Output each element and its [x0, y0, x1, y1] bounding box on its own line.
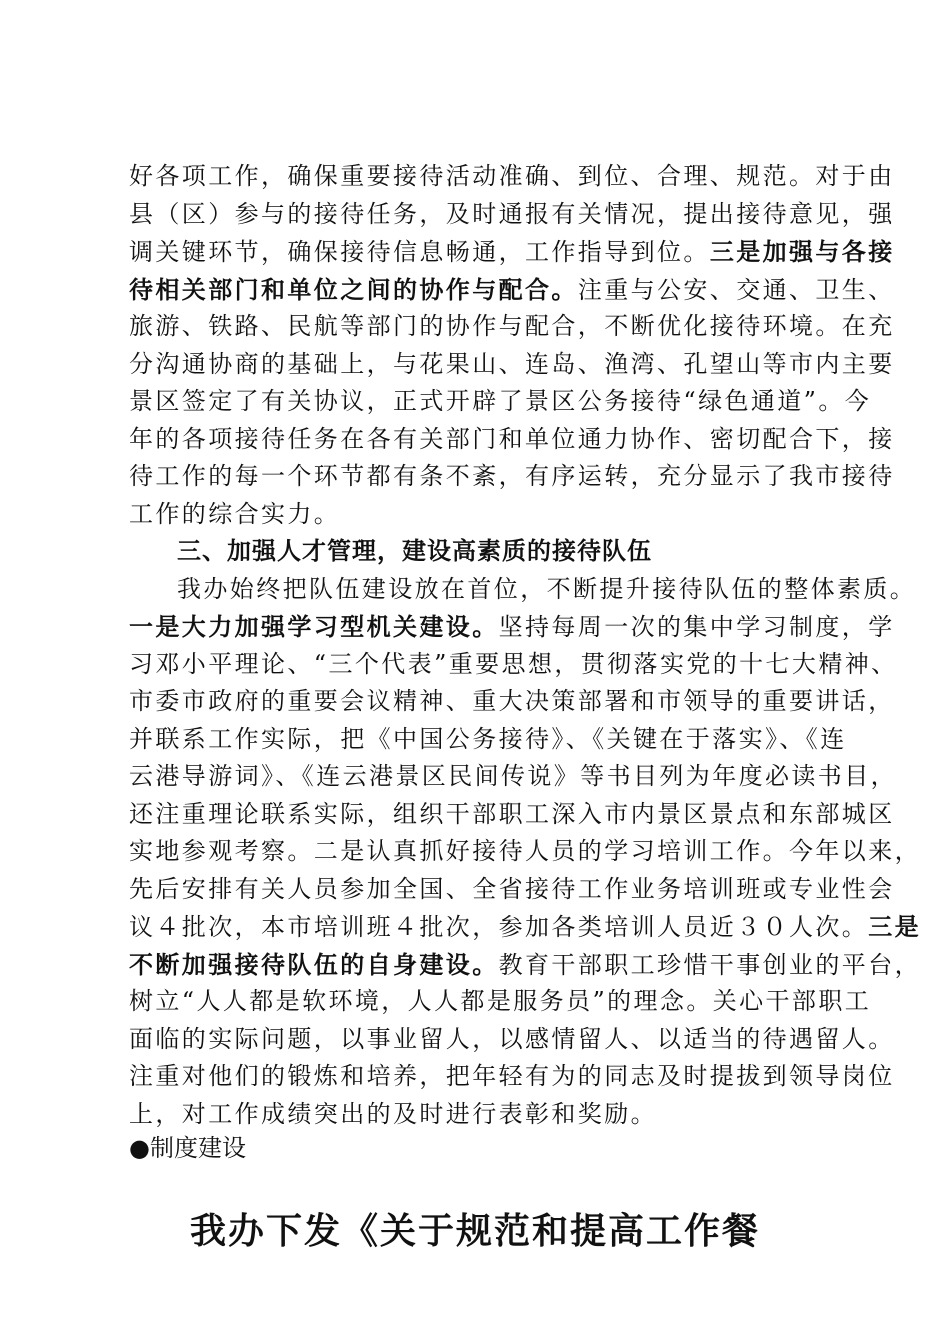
text-run: 注重与公安、交通、卫生、 [577, 275, 895, 304]
text-line: 还注重理论联系实际，组织干部职工深入市内景区景点和东部城区 [129, 799, 895, 828]
text-line: 我办始终把队伍建设放在首位，不断提升接待队伍的整体素质。 [177, 574, 917, 603]
bold-lead-phrase: 不断加强接待队伍的自身建设。 [129, 949, 499, 979]
text-run: 调关键环节，确保接待信息畅通，工作指导到位。 [129, 238, 710, 266]
bold-lead-phrase: 待相关部门和单位之间的协作与配合。 [129, 274, 578, 304]
text-run: 教育干部职工珍惜干事创业的平台， [498, 950, 922, 979]
text-line: 面临的实际问题，以事业留人，以感情留人、以适当的待遇留人。 [129, 1024, 895, 1053]
bold-lead-phrase: 三是 [868, 912, 922, 941]
text-line: 习邓小平理论、“三个代表”重要思想，贯彻落实党的十七大精神、 [129, 649, 898, 678]
text-line: 分沟通协商的基础上，与花果山、连岛、渔湾、孔望山等市内主要 [129, 349, 895, 378]
bold-lead-phrase: 一是大力加强学习型机关建设。 [129, 612, 499, 641]
text-line: 旅游、铁路、民航等部门的协作与配合，不断优化接待环境。在充 [129, 312, 895, 340]
text-run: 议４批次，本市培训班４批次，参加各类培训人员近３０人次。 [129, 913, 869, 941]
section-heading: 三、加强人才管理，建设高素质的接待队伍 [177, 537, 652, 565]
text-line [129, 233, 895, 271]
text-run: 坚持每周一次的集中学习制度，学 [498, 613, 895, 641]
bold-lead-phrase: 三是加强与各接 [709, 237, 895, 266]
text-line: 并联系工作实际，把《中国公务接待》、《关键在于落实》、《连 [129, 724, 847, 753]
text-line: 县（区）参与的接待任务，及时通报有关情况，提出接待意见，强 [129, 199, 895, 228]
text-line: 待工作的每一个环节都有条不紊，有序运转，充分显示了我市接待 [129, 462, 895, 490]
text-line: 年的各项接待任务在各有关部门和单位通力协作、密切配合下，接 [129, 424, 895, 453]
text-line: 工作的综合实力。 [129, 499, 341, 528]
text-line: 注重对他们的锻炼和培养，把年轻有为的同志及时提拔到领导岗位 [129, 1062, 895, 1090]
bullet-section-heading: ●制度建设 [129, 1134, 246, 1162]
text-line [129, 946, 922, 984]
document-body [129, 158, 922, 1133]
text-line [129, 271, 895, 309]
article-title: 我办下发《关于规范和提高工作餐 [189, 1210, 760, 1252]
text-line [129, 608, 895, 646]
text-line: 云港导游词》、《连云港景区民间传说》等书目列为年度必读书目， [129, 762, 897, 790]
text-line: 市委市政府的重要会议精神、重大决策部署和市领导的重要讲话， [129, 687, 895, 715]
text-line: 先后安排有关人员参加全国、全省接待工作业务培训班或专业性会 [129, 874, 895, 903]
text-line: 上，对工作成绩突出的及时进行表彰和奖励。 [129, 1099, 657, 1128]
text-line: 实地参观考察。二是认真抓好接待人员的学习培训工作。今年以来， [129, 837, 921, 865]
text-line [129, 908, 922, 946]
text-line: 树立“人人都是软环境，人人都是服务员”的理念。关心干部职工 [129, 987, 872, 1015]
text-line: 景区签定了有关协议，正式开辟了景区公务接待“绿色通道”。今 [129, 387, 872, 415]
text-line: 好各项工作，确保重要接待活动准确、到位、合理、规范。对于由 [129, 162, 895, 190]
